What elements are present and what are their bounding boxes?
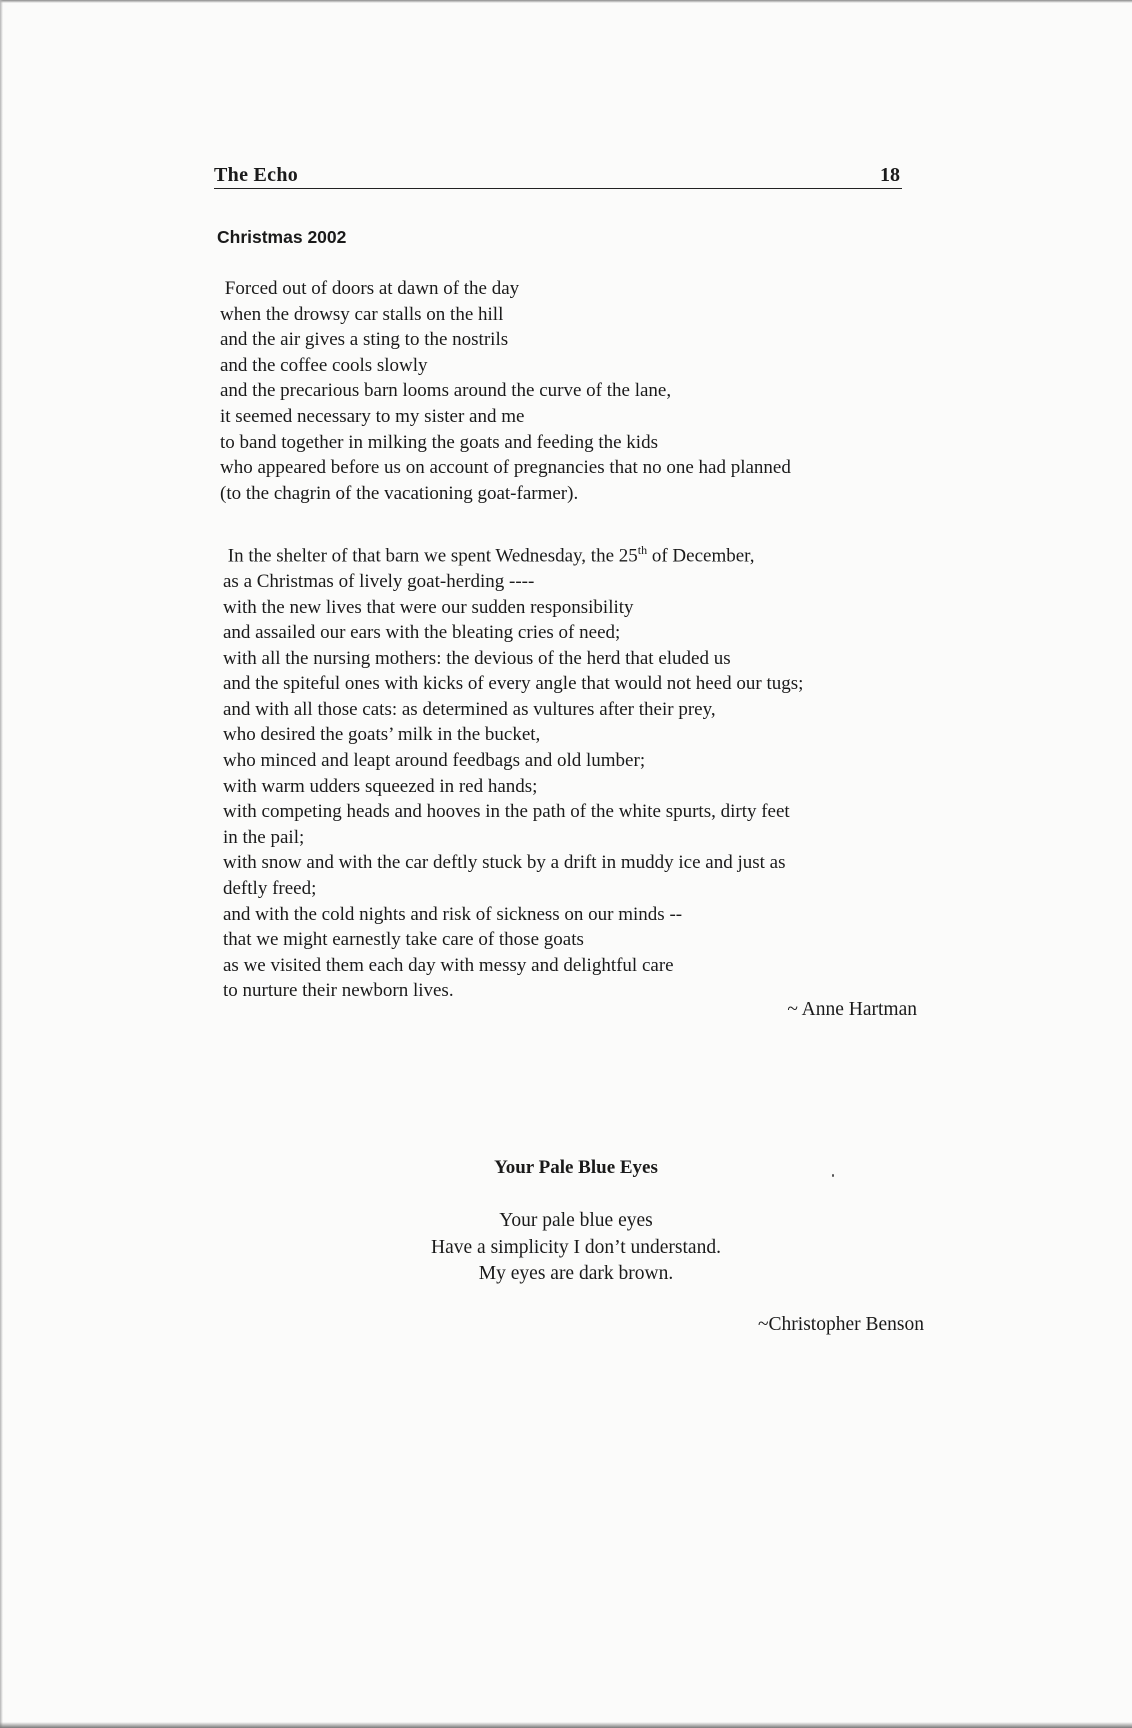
- poem-line: and the precarious barn looms around the curve of the lane,: [220, 380, 672, 402]
- poem-line: who desired the goats’ milk in the bucket,: [223, 724, 541, 746]
- stanza-one: [220, 276, 791, 506]
- poem-line: to nurture their newborn lives.: [223, 980, 454, 1002]
- stanza-pale-blue-eyes: [0, 1208, 1132, 1288]
- poem-line: when the drowsy car stalls on the hill: [220, 303, 504, 325]
- line-start: In the shelter of that barn we spent Wednesday, the 25: [223, 545, 638, 567]
- scan-edge-bottom: [0, 1722, 1132, 1728]
- poem-line: and with the cold nights and risk of sickness on our minds --: [223, 903, 683, 925]
- poem-line: and the spiteful ones with kicks of every angle that would not heed our tugs;: [223, 673, 804, 695]
- poem-line: as a Christmas of lively goat-herding ----: [223, 570, 535, 592]
- poem-line: who appeared before us on account of pregnancies that no one had planned: [220, 457, 791, 479]
- page-number: 18: [880, 164, 900, 186]
- poem-line: and assailed our ears with the bleating cries of need;: [223, 622, 621, 644]
- poem-line: and the air gives a sting to the nostrils: [220, 329, 509, 351]
- line-end: of December,: [647, 545, 755, 567]
- poem-line: to band together in milking the goats and feeding the kids: [220, 431, 658, 453]
- poem-line: Your pale blue eyes: [499, 1210, 653, 1231]
- poem-line: with warm udders squeezed in red hands;: [223, 775, 538, 797]
- poem-line: Forced out of doors at dawn of the day: [220, 278, 520, 299]
- poem-line: it seemed necessary to my sister and me: [220, 405, 525, 427]
- poem-line: with the new lives that were our sudden responsibility: [223, 596, 634, 618]
- journal-title: The Echo: [214, 164, 299, 186]
- author-anne-hartman: ~ Anne Hartman: [787, 999, 917, 1020]
- poem-line: deftly freed;: [223, 878, 317, 900]
- scan-speck: [832, 1174, 834, 1177]
- poem-line: with all the nursing mothers: the devious of the herd that eluded us: [223, 647, 731, 669]
- author-christopher-benson: ~Christopher Benson: [758, 1314, 924, 1335]
- poem-title-christmas: Christmas 2002: [217, 227, 347, 247]
- poem-line: as we visited them each day with messy and delightful care: [223, 954, 674, 976]
- scan-edge-top: [0, 0, 1132, 3]
- poem-line: who minced and leapt around feedbags and old lumber;: [223, 750, 646, 772]
- poem-line: and the coffee cools slowly: [220, 354, 428, 376]
- poem-line-first: [223, 538, 803, 569]
- poem-line: with snow and with the car deftly stuck by a drift in muddy ice and just as: [223, 852, 786, 874]
- poem-line: (to the chagrin of the vacationing goat-farmer).: [220, 482, 579, 504]
- running-head: [214, 160, 902, 189]
- stanza-two: [223, 538, 803, 1004]
- poem-line: with competing heads and hooves in the path of the white spurts, dirty feet: [223, 801, 790, 823]
- poem-line: in the pail;: [223, 826, 305, 848]
- poem-line: that we might earnestly take care of those goats: [223, 929, 584, 951]
- poem-title-pale-blue-eyes: Your Pale Blue Eyes: [494, 1157, 658, 1178]
- poem-line: My eyes are dark brown.: [478, 1263, 674, 1284]
- poem-line: Have a simplicity I don’t understand.: [431, 1236, 721, 1258]
- scan-edge-left: [0, 0, 3, 1728]
- ordinal-suffix: th: [637, 543, 648, 557]
- poem-line: and with all those cats: as determined as vultures after their prey,: [223, 698, 716, 720]
